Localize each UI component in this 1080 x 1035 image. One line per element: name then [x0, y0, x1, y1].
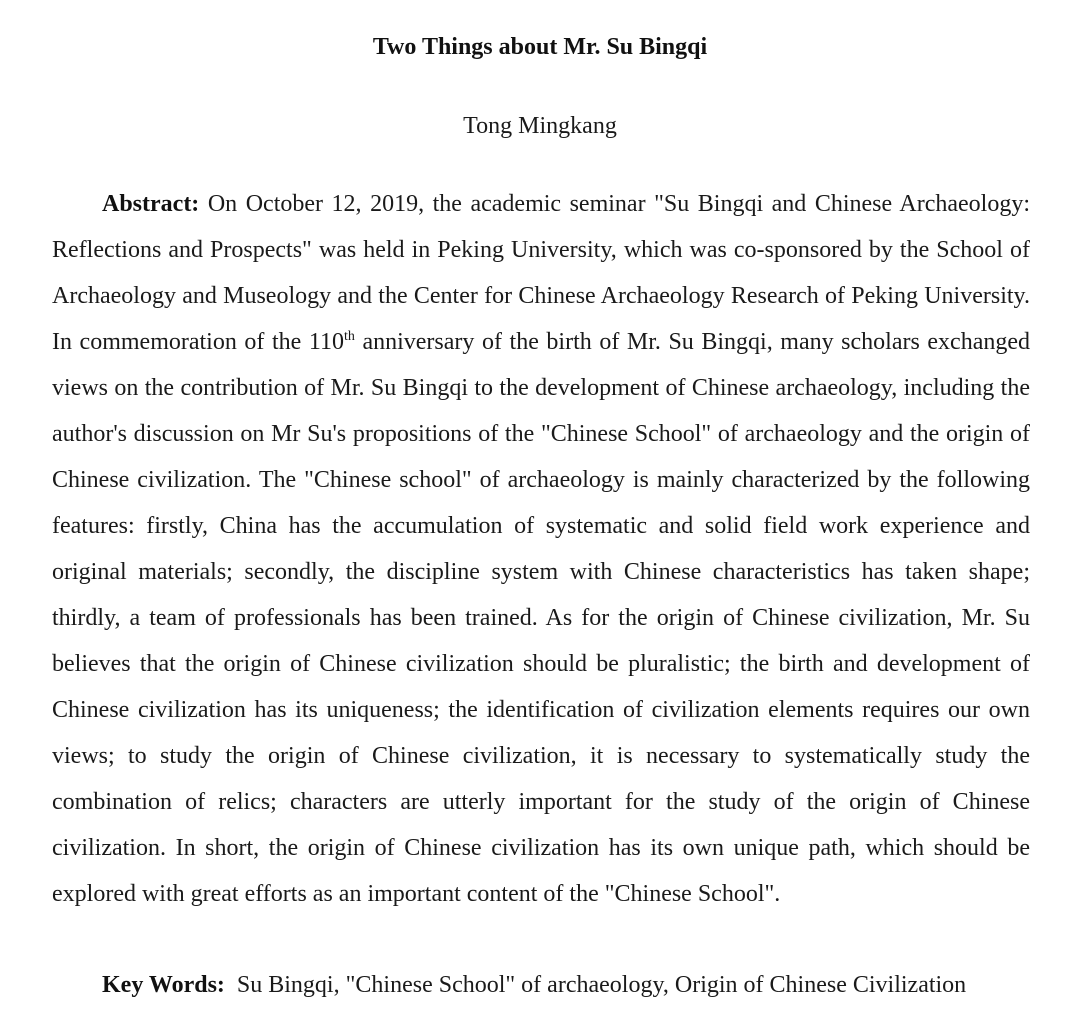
author-name: Tong Mingkang — [463, 113, 617, 139]
keywords-label: Key Words: — [102, 972, 225, 998]
abstract-text-part2: anniversary of the birth of Mr. Su Bingqi, many scholars exchanged views on the contribution of Mr. Su Bingqi to the development of Chinese archaeology, including the author's discussion on Mr Su's propositions of the "Chinese School" of archaeology and the origin of Chinese civilization. The "Chinese school" of archaeology is mainly characterized by the following features: firstly, China has the accumulation of systematic and solid field work experience and original materials; secondly, the discipline system with Chinese characteristics has taken shape; thirdly, a team of professionals has been trained. As for the origin of Chinese civilization, Mr. Su believes that the origin of Chinese civilization should be pluralistic; the birth and development of Chinese civilization has its uniqueness; the identification of civilization elements requires our own views; to study the origin of Chinese civilization, it is necessary to systematically study the combination of relics; characters are utterly important for the study of the origin of Chinese civilization. In short, the origin of Chinese civilization has its own unique path, which should be explored with great efforts as an important content of the "Chinese School". — [52, 329, 1030, 907]
keywords-paragraph — [52, 962, 1030, 1008]
paper-title: Two Things about Mr. Su Bingqi — [372, 34, 708, 60]
ordinal-suffix: th — [343, 329, 355, 344]
keywords-text: Su Bingqi, "Chinese School" of archaeology, Origin of Chinese Civilization — [224, 972, 967, 998]
abstract-label: Abstract: — [102, 191, 200, 217]
abstract-text-part1: On October 12, 2019, the academic seminar "Su Bingqi and Chinese Archaeology: Reflections and Prospects" was held in Peking University, which was co-sponsored by the School of Archaeology and Museology and the Center for Chinese Archaeology Research of Peking University. In commemoration of the 110 — [52, 191, 1030, 355]
abstract-paragraph — [52, 181, 1030, 917]
